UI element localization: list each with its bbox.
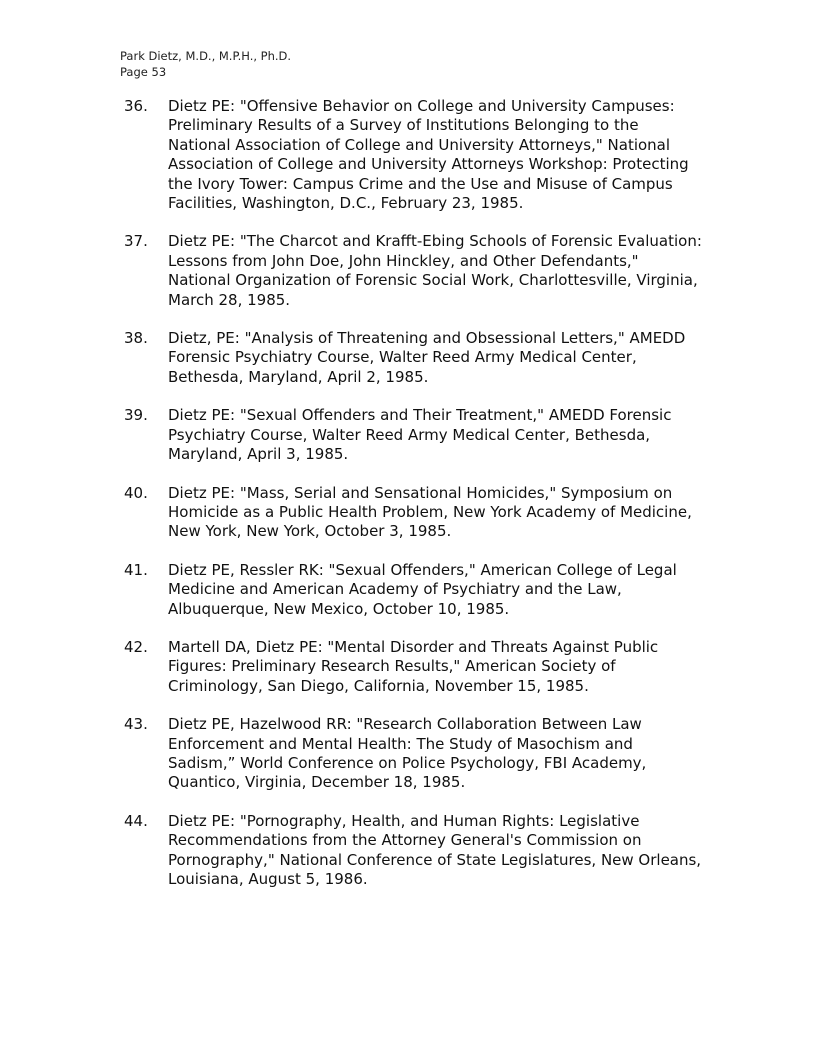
reference-text: Dietz PE: "Sexual Offenders and Their Treatment," AMEDD Forensic Psychiatry Course, Walter Reed Army Medical Center, Bethesda, Maryland, April 3, 1985. bbox=[168, 406, 672, 464]
reference-list bbox=[124, 97, 704, 908]
reference-text: Dietz PE: "Offensive Behavior on College and University Campuses: Preliminary Results of a Survey of Institutions Belonging to the National Association of College and University Attorneys," National Association of College and University Attorneys Workshop: Protecting the Ivory Tower: Campus Crime and the Use and Misuse of Campus Facilities, Washington, D.C., February 23, 1985. bbox=[168, 97, 689, 213]
reference-text: Martell DA, Dietz PE: "Mental Disorder and Threats Against Public Figures: Preliminary Research Results," American Society of Criminology, San Diego, California, November 15, 1985. bbox=[168, 637, 659, 695]
reference-text: Dietz PE, Hazelwood RR: "Research Collaboration Between Law Enforcement and Mental Health: The Study of Masochism and Sadism,” World Conference on Police Psychology, FBI Academy, Quantico, Virginia, December 18, 1985. bbox=[168, 715, 647, 792]
reference-number: 39. bbox=[124, 406, 148, 425]
reference-text: Dietz PE, Ressler RK: "Sexual Offenders," American College of Legal Medicine and American Academy of Psychiatry and the Law, Albuquerque, New Mexico, October 10, 1985. bbox=[168, 560, 677, 618]
reference-item bbox=[124, 812, 704, 890]
reference-item bbox=[124, 329, 704, 387]
reference-number: 44. bbox=[124, 811, 148, 830]
reference-number: 38. bbox=[124, 329, 148, 348]
reference-item bbox=[124, 484, 704, 542]
page-header bbox=[120, 48, 291, 80]
reference-item bbox=[124, 97, 704, 213]
reference-number: 37. bbox=[124, 232, 148, 251]
header-page-number: Page 53 bbox=[120, 65, 167, 79]
reference-number: 41. bbox=[124, 560, 148, 579]
reference-item bbox=[124, 715, 704, 793]
reference-number: 40. bbox=[124, 483, 148, 502]
reference-text: Dietz PE: "The Charcot and Krafft-Ebing Schools of Forensic Evaluation: Lessons from John Doe, John Hinckley, and Other Defendants," National Organization of Forensic Social Work, Charlottesville, Virginia, March 28, 1985. bbox=[168, 232, 702, 309]
reference-text: Dietz, PE: "Analysis of Threatening and Obsessional Letters," AMEDD Forensic Psychiatry Course, Walter Reed Army Medical Center, Bethesda, Maryland, April 2, 1985. bbox=[168, 329, 686, 386]
reference-item bbox=[124, 406, 704, 464]
reference-number: 42. bbox=[124, 637, 148, 656]
reference-text: Dietz PE: "Mass, Serial and Sensational Homicides," Symposium on Homicide as a Public Health Problem, New York Academy of Medicine, New York, New York, October 3, 1985. bbox=[168, 483, 692, 541]
header-author: Park Dietz, M.D., M.P.H., Ph.D. bbox=[120, 49, 292, 63]
reference-item bbox=[124, 232, 704, 310]
reference-item bbox=[124, 561, 704, 619]
reference-number: 43. bbox=[124, 715, 148, 734]
reference-text: Dietz PE: "Pornography, Health, and Human Rights: Legislative Recommendations from the Attorney General's Commission on Pornography," National Conference of State Legislatures, New Orleans, Louisiana, August 5, 1986. bbox=[168, 811, 702, 888]
reference-item bbox=[124, 638, 704, 696]
reference-number: 36. bbox=[124, 97, 148, 115]
